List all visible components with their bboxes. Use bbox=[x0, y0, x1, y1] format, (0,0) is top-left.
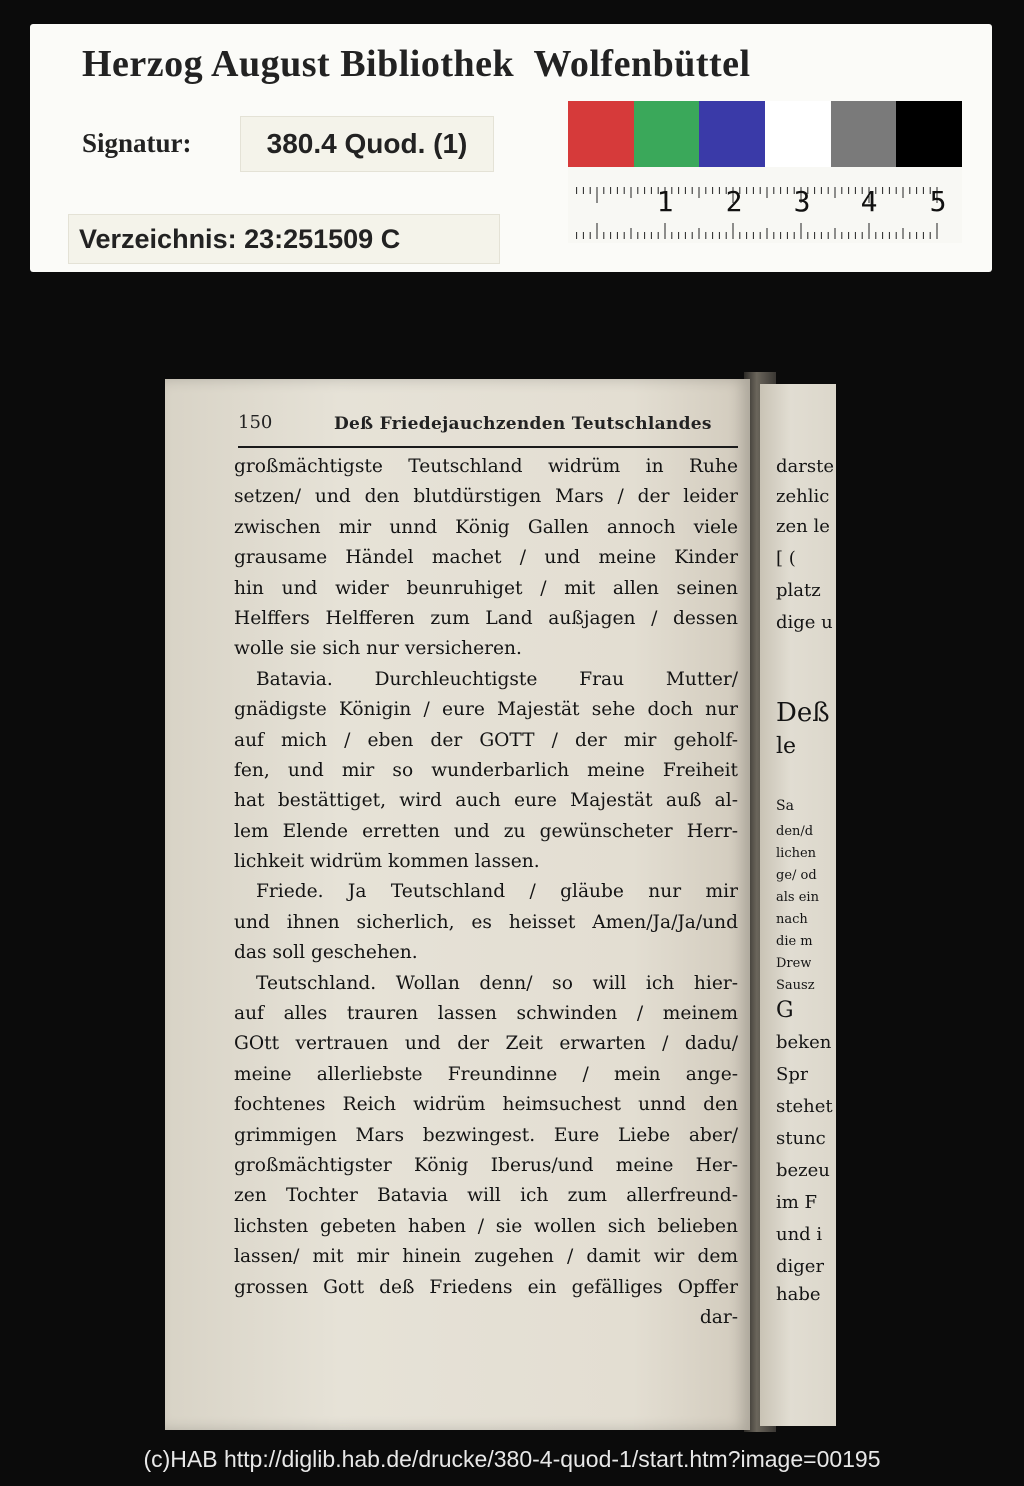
facing-text-fragment: bezeu bbox=[776, 1160, 830, 1181]
text-line: lichkeit widrüm kommen lassen. bbox=[234, 851, 540, 873]
page-text bbox=[234, 452, 738, 1333]
text-line: Teutschland. Wollan denn/ so will ich hier- bbox=[256, 972, 738, 994]
ruler-number-2: 2 bbox=[725, 185, 743, 218]
text-line: wolle sie sich nur versicheren. bbox=[234, 638, 522, 660]
facing-text-fragment: zehlic bbox=[776, 486, 830, 507]
text-line: lem Elende erretten und zu gewünscheter Herr- bbox=[234, 820, 738, 842]
ruler-number-3: 3 bbox=[793, 185, 811, 218]
facing-page-text bbox=[776, 452, 836, 1332]
library-title: Herzog August Bibliothek Wolfenbüttel bbox=[82, 43, 751, 85]
facing-text-fragment: Spr bbox=[776, 1064, 809, 1085]
facing-text-fragment: Drew bbox=[776, 956, 812, 971]
facing-text-fragment: lichen bbox=[776, 846, 817, 861]
text-line: gnädigste Königin / eure Majestät sehe doch nur bbox=[234, 699, 738, 721]
ruler-ticks bbox=[568, 167, 962, 243]
color-swatch-blue bbox=[699, 101, 765, 167]
text-line: fochtenes Reich widrüm heimsuchest unnd den bbox=[234, 1094, 738, 1116]
facing-text-fragment: [ ( bbox=[776, 548, 796, 569]
text-line: lassen/ mit mir hinein zugehen / damit wir dem bbox=[234, 1246, 738, 1268]
facing-text-fragment: stunc bbox=[776, 1128, 826, 1149]
facing-text-fragment: le bbox=[776, 734, 797, 759]
facing-text-fragment: stehet bbox=[776, 1096, 833, 1117]
text-line: und ihnen sicherlich, es heisset Amen/Ja/Ja/und bbox=[234, 911, 738, 933]
facing-text-fragment: den/d bbox=[776, 824, 814, 839]
ruler-number-4: 4 bbox=[860, 185, 878, 218]
color-swatch-green bbox=[634, 101, 700, 167]
library-label-card bbox=[30, 24, 992, 272]
facing-text-fragment: Sa bbox=[776, 798, 794, 814]
text-line: auf mich / eben der GOTT / der mir geholf- bbox=[234, 729, 738, 751]
text-line: meine allerliebste Freundinne / mein ange- bbox=[234, 1063, 738, 1085]
text-line: großmächtigste Teutschland widrüm in Ruhe bbox=[234, 456, 738, 477]
facing-text-fragment: diger bbox=[776, 1256, 825, 1277]
facing-text-fragment: Sausz bbox=[776, 978, 815, 993]
verzeichnis-value: Verzeichnis: 23:251509 C bbox=[68, 214, 500, 264]
running-head bbox=[238, 412, 738, 448]
text-line: zwischen mir unnd König Gallen annoch viele bbox=[234, 516, 738, 538]
text-line: GOtt vertrauen und der Zeit erwarten / dadu/ bbox=[234, 1033, 738, 1055]
signatur-label: Signatur: bbox=[82, 128, 192, 158]
text-line: dar- bbox=[699, 1306, 738, 1328]
color-calibration-strip bbox=[568, 101, 962, 167]
facing-text-fragment: und i bbox=[776, 1224, 823, 1245]
text-line: Friede. Ja Teutschland / gläube nur mir bbox=[256, 881, 738, 903]
text-line: fen, und mir so wunderbarlich meine Freiheit bbox=[234, 759, 738, 781]
scale-ruler bbox=[568, 167, 962, 243]
color-swatch-red bbox=[568, 101, 634, 167]
facing-text-fragment: nach bbox=[776, 912, 808, 927]
facing-text-fragment: G bbox=[776, 998, 794, 1023]
text-line: setzen/ und den blutdürstigen Mars / der leider bbox=[234, 486, 738, 508]
facing-text-fragment: platz bbox=[776, 580, 821, 601]
facing-text-fragment: darste bbox=[776, 456, 834, 477]
color-swatch-white bbox=[765, 101, 831, 167]
text-line: grimmigen Mars bezwingest. Eure Liebe aber/ bbox=[234, 1124, 738, 1146]
text-line: zen Tochter Batavia will ich zum allerfreund- bbox=[234, 1185, 738, 1207]
copyright-footer: (c)HAB http://diglib.hab.de/drucke/380-4-quod-1/start.htm?image=00195 bbox=[143, 1446, 881, 1472]
text-line: hat bestättiget, wird auch eure Majestät auß al- bbox=[234, 790, 738, 812]
text-line: großmächtigster König Iberus/und meine Her- bbox=[234, 1154, 738, 1176]
ruler-number-5: 5 bbox=[929, 185, 947, 218]
color-swatch-black bbox=[896, 101, 962, 167]
text-line: grossen Gott deß Friedens ein gefälliges Opffer bbox=[234, 1276, 738, 1298]
facing-text-fragment: die m bbox=[776, 934, 813, 949]
text-line: lichsten gebeten haben / sie wollen sich belieben bbox=[234, 1215, 738, 1237]
facing-text-fragment: habe bbox=[776, 1284, 821, 1305]
text-line: Batavia. Durchleuchtigste Frau Mutter/ bbox=[256, 668, 738, 690]
running-head-title: Deß Friedejauchzenden Teutschlandes bbox=[334, 414, 712, 434]
text-line: hin und wider beunruhiget / mit allen seinen bbox=[234, 577, 738, 599]
facing-text-fragment: beken bbox=[776, 1032, 832, 1053]
signatur-value: 380.4 Quod. (1) bbox=[240, 116, 494, 172]
facing-text-fragment: dige u bbox=[776, 612, 833, 633]
color-swatch-gray bbox=[831, 101, 897, 167]
ruler-number-1: 1 bbox=[656, 185, 674, 218]
page-number: 150 bbox=[238, 412, 273, 433]
facing-text-fragment: im F bbox=[776, 1192, 818, 1213]
text-line: grausame Händel machet / und meine Kinder bbox=[234, 547, 738, 569]
facing-text-fragment: zen le bbox=[776, 516, 830, 537]
text-line: auf alles trauren lassen schwinden / meinem bbox=[234, 1003, 738, 1025]
text-line: Helffers Helfferen zum Land außjagen / dessen bbox=[234, 607, 738, 629]
facing-text-fragment: als ein bbox=[776, 890, 819, 905]
facing-text-fragment: ge/ od bbox=[776, 868, 817, 883]
facing-text-fragment: Deß bbox=[776, 698, 830, 728]
text-line: das soll geschehen. bbox=[234, 942, 418, 964]
